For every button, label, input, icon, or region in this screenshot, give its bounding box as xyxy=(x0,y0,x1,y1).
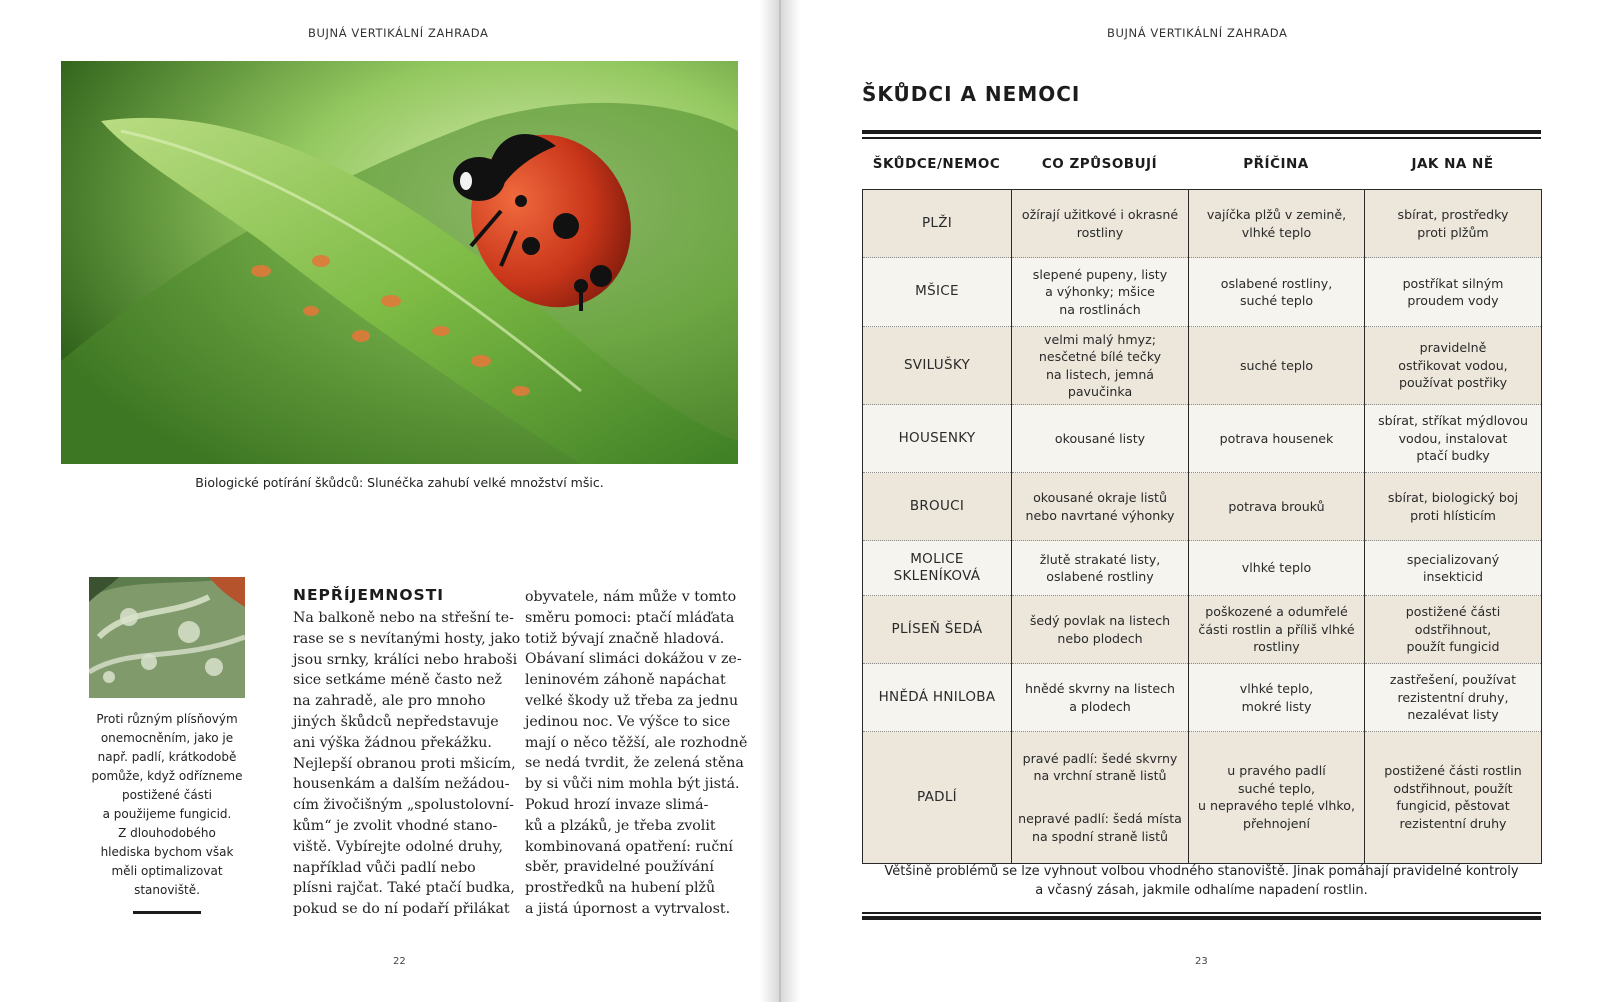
pest-effect-part: nepravé padlí: šedá místa na spodní straně listů xyxy=(1018,811,1182,844)
pest-cause: vlhké teplo xyxy=(1189,541,1365,596)
sidebar-caption-line: hlediska bychom však xyxy=(100,845,234,859)
pest-effect xyxy=(1012,732,1189,864)
photo-caption: Biologické potírání škůdců: Slunéčka zahubí velké množství mšic. xyxy=(195,475,604,490)
page-number: 23 xyxy=(1195,956,1208,967)
pest-remedy: postříkat silným proudem vody xyxy=(1365,258,1542,327)
table-row xyxy=(863,258,1542,327)
table-footnote xyxy=(862,862,1541,900)
pests-table xyxy=(862,189,1542,864)
table-row xyxy=(863,473,1542,541)
pest-effect: okousané listy xyxy=(1012,405,1189,473)
pest-name: MOLICE SKLENÍKOVÁ xyxy=(863,541,1012,596)
pest-remedy: postižené části rostlin odstřihnout, použít fungicid, pěstovat rezistentní druhy xyxy=(1365,732,1542,864)
pest-cause: poškozené a odumřelé části rostlin a příliš vlhké rostliny xyxy=(1189,596,1365,664)
pest-cause: u pravého padlí suché teplo, u nepravého teplé vlhko, přehnojení xyxy=(1189,732,1365,864)
table-rule xyxy=(862,130,1541,134)
mildew-leaf-photo xyxy=(89,577,245,698)
pest-remedy: sbírat, biologický boj proti hlísticím xyxy=(1365,473,1542,541)
pest-effect-part: pravé padlí: šedé skvrny na vrchní straně listů xyxy=(1022,750,1178,783)
pest-remedy: zastřešení, používat rezistentní druhy, nezalévat listy xyxy=(1365,664,1542,732)
pest-effect: okousané okraje listů nebo navrtané výhonky xyxy=(1012,473,1189,541)
sidebar-caption-line: a použijeme fungicid. xyxy=(102,807,232,821)
running-head: BUJNÁ VERTIKÁLNÍ ZAHRADA xyxy=(308,26,489,40)
pest-name: MŠICE xyxy=(863,258,1012,327)
pest-cause: potrava brouků xyxy=(1189,473,1365,541)
pest-remedy: postižené části odstřihnout, použít fungicid xyxy=(1365,596,1542,664)
sidebar-divider xyxy=(133,911,201,914)
pest-effect: hnědé skvrny na listech a plodech xyxy=(1012,664,1189,732)
table-row xyxy=(863,664,1542,732)
sidebar-caption-line: stanoviště. xyxy=(134,883,200,897)
table-header-row xyxy=(862,138,1541,189)
table-row xyxy=(863,190,1542,258)
sidebar-caption-line: onemocněním, jako je xyxy=(100,731,234,745)
body-text-column-2: obyvatele, nám může v tomto směru pomoci: ptačí mláďata totiž bývají značně hladová. Obávaní slimáci dokážou v ze- leninovém záhoně napáchat velké škody už třeba za jednu jedinou noc. Ve výšce to sice mají o něco těžší, ale rozhodně se nedá tvrdit, že zelená stěna by si vůči nim mohla být jistá. Pokud hrozí invaze slimá- ků a plzáků, je třeba zvolit kombinovaná opatření: ruční sběr, pravidelné používání prostředků na hubení plžů a jistá úpornost a vytrvalost. xyxy=(525,589,748,917)
table-title: ŠKŮDCI A NEMOCI xyxy=(862,82,1081,106)
table-rule xyxy=(862,916,1541,920)
column-header: PŘÍČINA xyxy=(1243,155,1309,172)
column-header: JAK NA NĚ xyxy=(1411,155,1494,172)
pest-cause: vlhké teplo, mokré listy xyxy=(1189,664,1365,732)
pest-name: SVILUŠKY xyxy=(863,327,1012,405)
column-header: ŠKŮDCE/NEMOC xyxy=(872,155,1001,172)
table-row xyxy=(863,541,1542,596)
right-page xyxy=(800,0,1599,1002)
running-head: BUJNÁ VERTIKÁLNÍ ZAHRADA xyxy=(1107,26,1288,40)
pest-name: HOUSENKY xyxy=(863,405,1012,473)
sidebar-caption xyxy=(86,710,248,900)
pest-remedy: sbírat, prostředky proti plžům xyxy=(1365,190,1542,258)
pest-name: BROUCI xyxy=(863,473,1012,541)
pest-remedy: specializovaný insekticid xyxy=(1365,541,1542,596)
column-header: CO ZPŮSOBUJÍ xyxy=(1041,155,1158,172)
body-text-column-1: Na balkoně nebo na střešní te- rase se s nevítanými hosty, jako jsou srnky, králíci nebo hraboši sice setkáme méně často než na zahradě, ale pro mnoho jiných škůdců nepředstavuje ani výška žádnou překážku. Nejlepší obranou proti mšicím, housenkám a dalším nežádou- cím živočišným „spolustolovní- kům“ je zvolit vhodné stano- viště. Vybírejte odolné druhy, například vůči padlí nebo plísni rajčat. Také ptačí budka, pokud se do ní podaří přilákat xyxy=(293,610,521,918)
pest-effect: žlutě strakaté listy, oslabené rostliny xyxy=(1012,541,1189,596)
sidebar-caption-line: Z dlouhodobého xyxy=(118,826,216,840)
book-gutter xyxy=(760,0,800,1002)
pest-effect: ožírají užitkové i okrasné rostliny xyxy=(1012,190,1189,258)
table-rule xyxy=(862,912,1541,914)
pest-cause: vajíčka plžů v zemině, vlhké teplo xyxy=(1189,190,1365,258)
pest-name: PLÍSEŇ ŠEDÁ xyxy=(863,596,1012,664)
footnote-line: Většině problémů se lze vyhnout volbou vhodného stanoviště. Jinak pomáhají pravidelné kontroly xyxy=(884,864,1519,879)
pest-effect: velmi malý hmyz; nesčetné bílé tečky na listech, jemná pavučinka xyxy=(1012,327,1189,405)
pest-name: HNĚDÁ HNILOBA xyxy=(863,664,1012,732)
pest-name: PADLÍ xyxy=(863,732,1012,864)
left-page xyxy=(0,0,760,1002)
pest-cause: potrava housenek xyxy=(1189,405,1365,473)
footnote-line: a včasný zásah, jakmile odhalíme napadení rostlin. xyxy=(1035,883,1368,898)
table-row xyxy=(863,405,1542,473)
pest-cause: suché teplo xyxy=(1189,327,1365,405)
table-row xyxy=(863,732,1542,864)
section-heading: NEPŘÍJEMNOSTI xyxy=(293,586,445,604)
sidebar-caption-line: pomůže, když odřízneme xyxy=(91,769,243,783)
sidebar-caption-line: Proti různým plísňovým xyxy=(96,712,238,726)
sidebar-caption-line: např. padlí, krátkodobě xyxy=(97,750,237,764)
table-row xyxy=(863,596,1542,664)
table-row xyxy=(863,327,1542,405)
ladybug-photo xyxy=(61,61,738,464)
pest-effect: slepené pupeny, listy a výhonky; mšice na rostlinách xyxy=(1012,258,1189,327)
pest-cause: oslabené rostliny, suché teplo xyxy=(1189,258,1365,327)
page-number: 22 xyxy=(393,956,406,967)
pest-effect: šedý povlak na listech nebo plodech xyxy=(1012,596,1189,664)
pest-remedy: sbírat, stříkat mýdlovou vodou, instalovat ptačí budky xyxy=(1365,405,1542,473)
sidebar-caption-line: postižené části xyxy=(122,788,212,802)
sidebar-caption-line: měli optimalizovat xyxy=(111,864,223,878)
pest-remedy: pravidelně ostřikovat vodou, používat postřiky xyxy=(1365,327,1542,405)
pest-name: PLŽI xyxy=(863,190,1012,258)
